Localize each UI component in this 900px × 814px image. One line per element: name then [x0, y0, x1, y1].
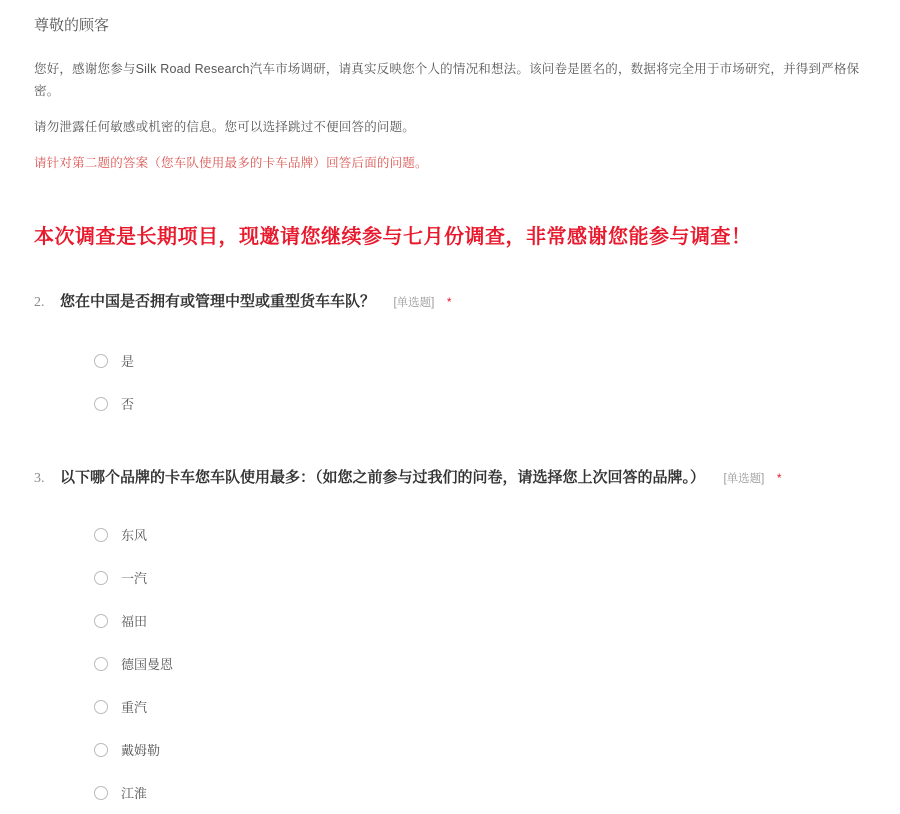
question-3-options	[60, 513, 866, 814]
radio-icon[interactable]	[94, 657, 108, 671]
radio-icon[interactable]	[94, 397, 108, 411]
option-label: 戴姆勒	[121, 743, 161, 758]
survey-banner: 本次调查是长期项目，现邀请您继续参与七月份调查，非常感谢您能参与调查！	[34, 226, 752, 248]
option-item[interactable]	[94, 599, 866, 642]
option-label: 一汽	[121, 571, 148, 586]
option-label: 福田	[121, 614, 148, 629]
radio-icon[interactable]	[94, 528, 108, 542]
question-3-required-mark: *	[776, 471, 782, 485]
option-item[interactable]	[94, 642, 866, 685]
option-label: 德国曼恩	[121, 657, 174, 672]
question-2-type: [单选题]	[393, 297, 435, 309]
option-item[interactable]	[94, 382, 866, 425]
question-2-options	[60, 339, 866, 425]
option-item[interactable]	[94, 339, 866, 382]
intro-paragraph-2: 请勿泄露任何敏感或机密的信息。您可以选择跳过不便回答的问题。	[34, 120, 416, 134]
radio-icon[interactable]	[94, 743, 108, 757]
option-label: 重汽	[121, 700, 148, 715]
question-2-title: 您在中国是否拥有或管理中型或重型货车车队？	[60, 293, 376, 310]
question-3-title: 以下哪个品牌的卡车您车队使用最多：（如您之前参与过我们的问卷，请选择您上次回答的品牌。）	[60, 469, 706, 486]
option-label: 江淮	[121, 786, 148, 801]
question-3-body	[60, 465, 866, 814]
question-2-number: 2.	[34, 295, 45, 310]
option-item[interactable]	[94, 513, 866, 556]
question-3	[34, 465, 866, 814]
radio-icon[interactable]	[94, 354, 108, 368]
radio-icon[interactable]	[94, 614, 108, 628]
instruction-note: 请针对第二题的答案（您车队使用最多的卡车品牌）回答后面的问题。	[34, 156, 428, 170]
question-3-number: 3.	[34, 471, 45, 486]
greeting-text: 尊敬的顾客	[34, 17, 110, 34]
question-2	[34, 289, 866, 425]
radio-icon[interactable]	[94, 700, 108, 714]
option-label: 东风	[121, 528, 148, 543]
radio-icon[interactable]	[94, 786, 108, 800]
option-item[interactable]	[94, 771, 866, 814]
option-item[interactable]	[94, 685, 866, 728]
radio-icon[interactable]	[94, 571, 108, 585]
question-2-required-mark: *	[446, 295, 452, 309]
question-3-type: [单选题]	[723, 473, 765, 485]
option-label: 否	[121, 397, 135, 412]
intro-paragraph-1: 您好，感谢您参与Silk Road Research汽车市场调研，请真实反映您个人的情况和想法。该问卷是匿名的，数据将完全用于市场研究，并得到严格保密。	[34, 62, 860, 98]
option-item[interactable]	[94, 728, 866, 771]
option-item[interactable]	[94, 556, 866, 599]
question-2-body	[60, 289, 866, 425]
option-label: 是	[121, 354, 135, 369]
